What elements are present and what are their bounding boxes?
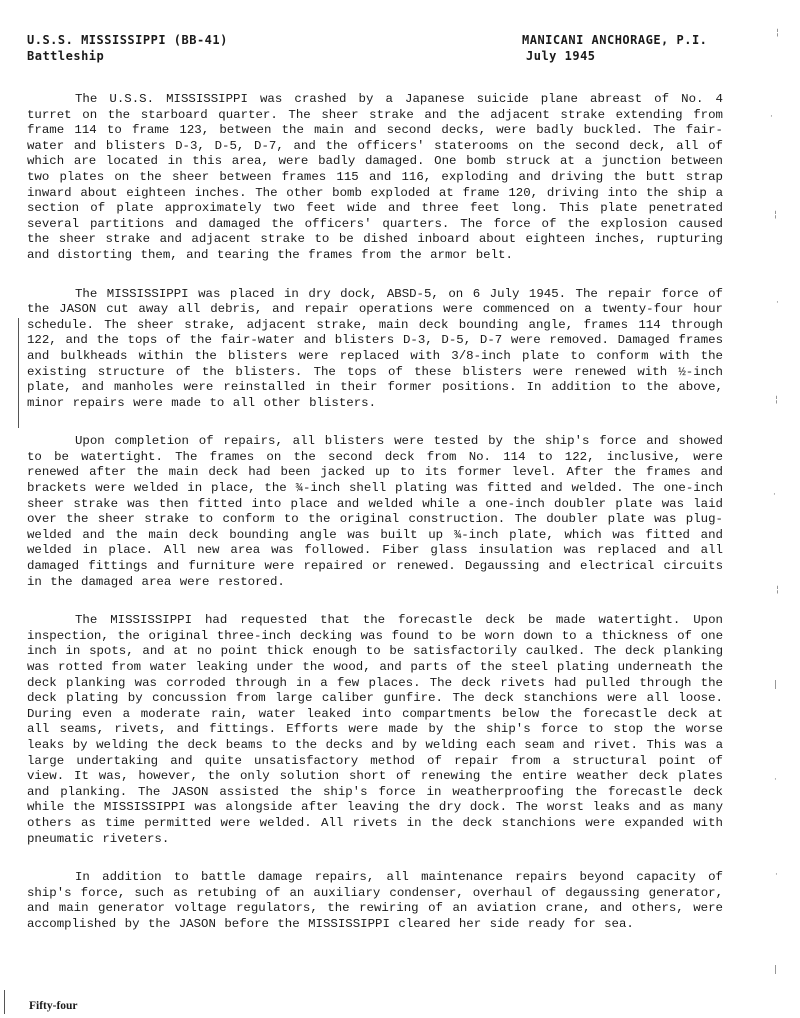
- paragraph-maintenance: In addition to battle damage repairs, all maintenance repairs beyond capacity of ship's force, such as retubing of an auxiliary condenser, overhaul of degaussing generator, and main generator voltage regulators, the rewiring of an aviation crane, and others, were accomplished by the JASON before the MISSISSIPPI cleared her side ready for sea.: [27, 870, 723, 931]
- report-date: July 1945: [526, 49, 596, 63]
- left-margin-mark: [18, 318, 19, 428]
- header-left: [27, 32, 228, 64]
- edge-speck: ·: [770, 112, 773, 122]
- report-body: [27, 92, 723, 956]
- paragraph-repairs: Upon completion of repairs, all blisters were tested by the ship's force and showed to be watertight. The frames on the second deck from No. 114 to 122, inclusive, were renewed after the main deck had been jacked up to its former level. After the frames and brackets were welded in place, the ¾-inch shell plating was fitted and welded. The one-inch sheer strake was then fitted into place and welded while a one-inch doubler plate was laid over the sheer strake to conform to the original construction. The doubler plate was plug-welded and the main deck bounding angle was built up ¾-inch plate, which was fitted and welded in place. All new area was followed. Fiber glass insulation was replaced and all damaged fittings and furniture were repaired or renewed. Degaussing and electrical circuits in the damaged area were restored.: [27, 434, 723, 589]
- ship-name: U.S.S. MISSISSIPPI (BB-41): [27, 33, 228, 47]
- location: MANICANI ANCHORAGE, P.I.: [522, 33, 708, 47]
- edge-speck: ¦: [776, 585, 780, 595]
- edge-speck: |: [774, 680, 778, 690]
- edge-speck: ¦: [775, 395, 779, 405]
- ship-type: Battleship: [27, 49, 105, 63]
- paragraph-forecastle: The MISSISSIPPI had requested that the forecastle deck be made watertight. Upon inspection, the original three-inch decking was found to be worn down to a thickness of one inch in spots, and at no point thick enough to be satisfactorily caulked. The deck planking was rotted from water leaking under the wood, and parts of the steel plating underneath the deck planking was corroded through in a few places. The deck rivets had pulled through the deck plating by concussion from large caliber gunfire. The deck stanchions were all loose. During even a moderate rain, water leaked into compartments below the forecastle deck at all seams, rivets, and fittings. Efforts were made by the ship's force to stop the worse leaks by welding the deck beams to the decks and by welding each seam and rivet. This was a large undertaking and quite unsatisfactory method of repair from a structural point of view. It was, however, the only solution short of renewing the entire weather deck plates and planking. The JASON assisted the ship's force in weatherproofing the forecastle deck while the MISSISSIPPI was alongside after leaving the dry dock. The worst leaks and as many others as time permitted were welded. All rivets in the deck stanchions were expanded with pneumatic riveters.: [27, 613, 723, 846]
- edge-speck: ·: [775, 870, 778, 880]
- edge-speck: ¦: [774, 210, 778, 220]
- header-right: [522, 32, 707, 64]
- bottom-left-margin-mark: [4, 990, 5, 1014]
- edge-speck: ¦: [776, 28, 780, 38]
- paragraph-damage: The U.S.S. MISSISSIPPI was crashed by a Japanese suicide plane abreast of No. 4 turret on the starboard quarter. The sheer strake and the adjacent strake extending from frame 114 to frame 123, between the main and second decks, were badly buckled. The fair-water and blisters D-3, D-5, D-7, and the officers' staterooms on the second deck, all of which are located in this area, were badly damaged. One bomb struck at a junction between two plates on the sheer between frames 115 and 116, exploding and driving the butt strap inward about eighteen inches. The other bomb exploded at frame 120, driving into the ship a section of plate approximately two feet wide and three feet long. This plate penetrated several partitions and damaged the officers' quarters. The force of the explosion caused the sheer strake and adjacent strake to be dished inboard about eighteen inches, rupturing and distorting them, and tearing the frames from the armor belt.: [27, 92, 723, 262]
- edge-speck: |: [774, 965, 778, 975]
- edge-speck: ·: [773, 490, 776, 500]
- edge-speck: ·: [776, 298, 779, 308]
- edge-speck: ·: [774, 775, 777, 785]
- paragraph-dry-dock: The MISSISSIPPI was placed in dry dock, ABSD-5, on 6 July 1945. The repair force of the JASON cut away all debris, and repair operations were commenced on a twenty-four hour schedule. The sheer strake, adjacent strake, main deck bounding angle, frames 114 through 122, and the tops of the fair-water and blisters D-3, D-5, D-7 were removed. Damaged frames and bulkheads within the blisters were replaced with 3/8-inch plate to conform with the existing structure of the blisters. The tops of these blisters were renewed with ½-inch plate, and manholes were reinstalled in their former positions. In addition to the above, minor repairs were made to all other blisters.: [27, 286, 723, 410]
- page-footer: Fifty-four: [29, 1000, 78, 1012]
